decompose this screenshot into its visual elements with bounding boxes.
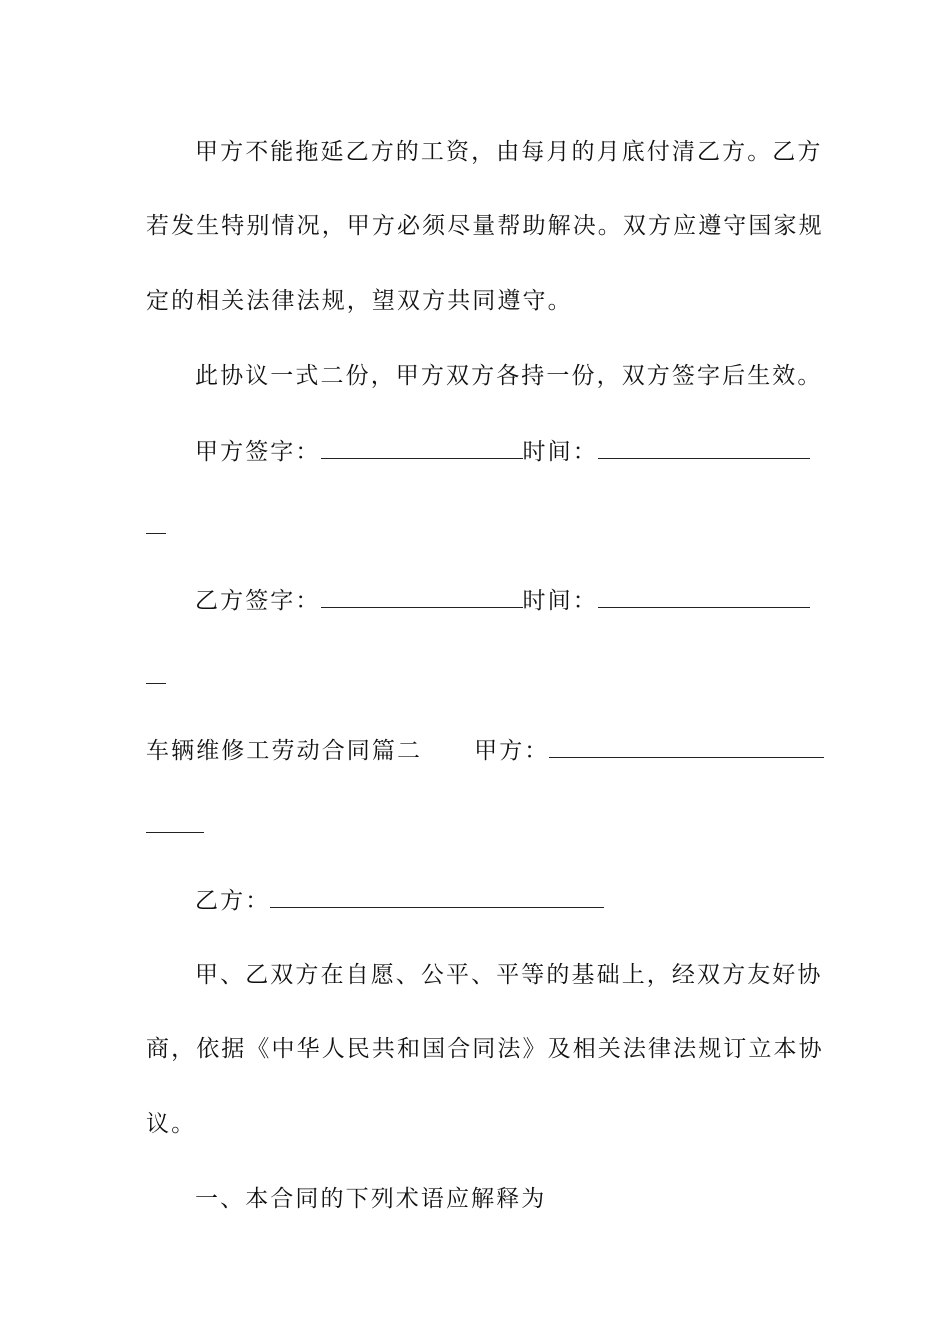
party-a-label: 甲方：: [474, 738, 550, 764]
paragraph-1-line-3: 定的相关法律法规，望双方共同遵守。: [146, 288, 573, 314]
signature-row-b: [195, 585, 806, 616]
signature-a-time-blank: [598, 436, 810, 459]
paragraph-2: 此协议一式二份，甲方双方各持一份，双方签字后生效。: [195, 363, 823, 389]
paragraph-1-line-2: 若发生特别情况，甲方必须尽量帮助解决。双方应遵守国家规: [146, 213, 824, 239]
paragraph-3-line-2: 商，依据《中华人民共和国合同法》及相关法律法规订立本协: [146, 1036, 824, 1062]
contract-2-heading-row: [146, 735, 806, 766]
party-b-row: [195, 885, 806, 916]
signature-b-time-blank: [598, 585, 810, 608]
signature-b-blank: [321, 585, 523, 608]
party-b-label: 乙方：: [195, 888, 271, 914]
signature-a-wrap-line: [146, 533, 166, 534]
signature-row-a: [195, 436, 806, 467]
signature-b-wrap-line: [146, 683, 166, 684]
contract-2-title: 车辆维修工劳动合同篇二: [146, 738, 423, 764]
party-a-wrap-line: [146, 832, 204, 833]
paragraph-3-line-1: 甲、乙双方在自愿、公平、平等的基础上，经双方友好协: [195, 962, 823, 988]
party-b-blank: [270, 885, 604, 908]
signature-a-label: 甲方签字：: [195, 439, 321, 465]
paragraph-3-line-3: 议。: [146, 1111, 197, 1137]
signature-b-label: 乙方签字：: [195, 588, 321, 614]
party-a-blank: [549, 735, 824, 758]
section-1-heading: 一、本合同的下列术语应解释为: [195, 1186, 547, 1212]
signature-a-blank: [321, 436, 523, 459]
signature-b-time-label: 时间：: [522, 588, 598, 614]
paragraph-1-line-1: 甲方不能拖延乙方的工资，由每月的月底付清乙方。乙方: [195, 139, 823, 165]
signature-a-time-label: 时间：: [522, 439, 598, 465]
